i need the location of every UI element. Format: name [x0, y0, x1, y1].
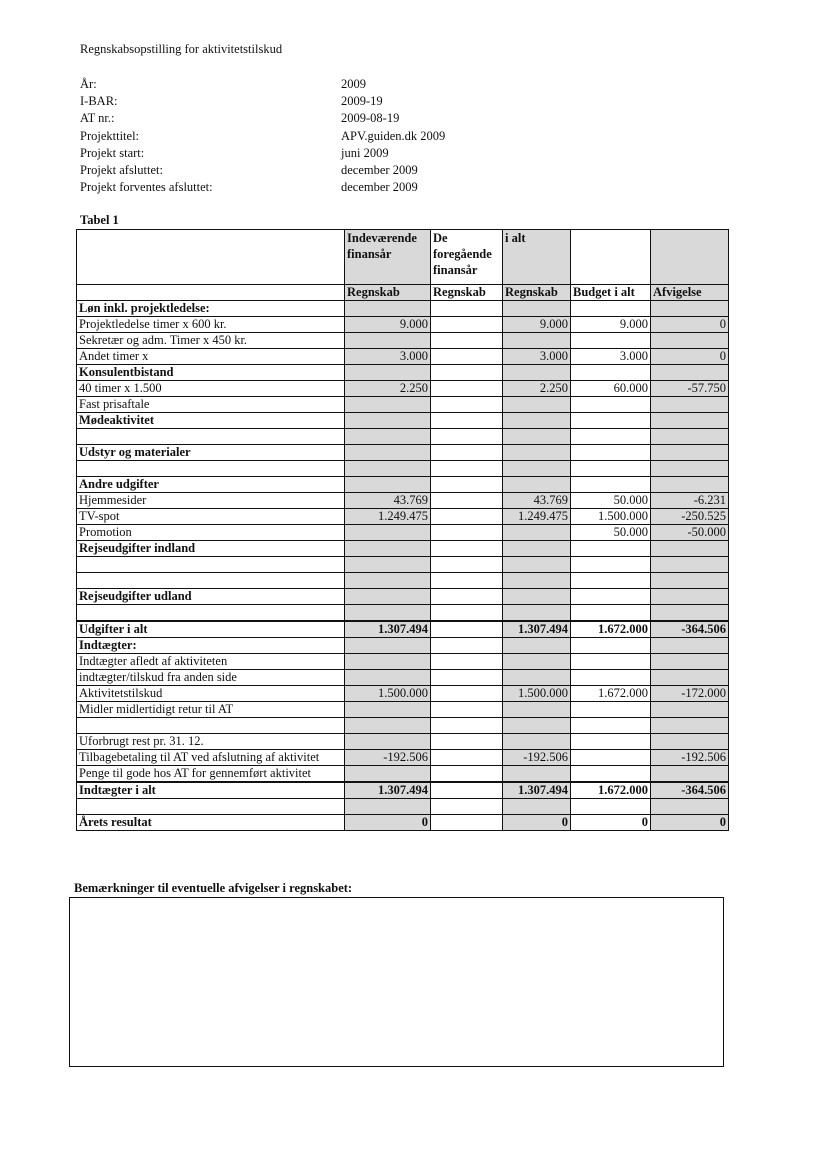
row-value — [571, 799, 651, 815]
meta-row — [80, 145, 445, 162]
meta-value: december 2009 — [341, 180, 418, 195]
row-value — [431, 397, 503, 413]
header-blank — [77, 230, 345, 285]
table-row — [77, 686, 729, 702]
row-value: 1.307.494 — [345, 782, 431, 799]
row-value — [571, 333, 651, 349]
row-value — [651, 461, 729, 477]
row-value — [503, 573, 571, 589]
row-label — [77, 718, 345, 734]
row-value — [345, 766, 431, 783]
row-value — [651, 605, 729, 622]
row-value — [345, 670, 431, 686]
row-value — [431, 493, 503, 509]
row-value — [571, 750, 651, 766]
row-value — [571, 445, 651, 461]
row-value: 43.769 — [345, 493, 431, 509]
row-value — [651, 365, 729, 381]
row-label: Tilbagebetaling til AT ved afslutning af aktivitet — [77, 750, 345, 766]
row-value: 50.000 — [571, 525, 651, 541]
row-value — [345, 799, 431, 815]
row-value — [431, 429, 503, 445]
row-label: Aktivitetstilskud — [77, 686, 345, 702]
row-value — [431, 750, 503, 766]
subheader-cell: Budget i alt — [571, 285, 651, 301]
row-label: Rejseudgifter udland — [77, 589, 345, 605]
row-value — [651, 734, 729, 750]
row-value — [431, 349, 503, 365]
row-label: Hjemmesider — [77, 493, 345, 509]
row-value — [431, 413, 503, 429]
row-value: 1.307.494 — [503, 621, 571, 638]
row-value — [431, 702, 503, 718]
table-row — [77, 654, 729, 670]
table-row — [77, 461, 729, 477]
table-row — [77, 750, 729, 766]
meta-value: juni 2009 — [341, 145, 389, 160]
row-value — [503, 605, 571, 622]
row-value: 0 — [651, 317, 729, 333]
row-label: Løn inkl. projektledelse: — [77, 301, 345, 317]
row-value: 60.000 — [571, 381, 651, 397]
row-value: 1.249.475 — [345, 509, 431, 525]
table-row — [77, 799, 729, 815]
row-value — [571, 670, 651, 686]
meta-row — [80, 162, 445, 179]
row-value — [431, 638, 503, 654]
meta-label: AT nr.: — [80, 111, 115, 126]
row-value: -172.000 — [651, 686, 729, 702]
row-value: -192.506 — [651, 750, 729, 766]
row-label: Konsulentbistand — [77, 365, 345, 381]
row-value — [345, 333, 431, 349]
row-value — [651, 654, 729, 670]
row-value — [431, 333, 503, 349]
row-label: Indtægter afledt af aktiviteten — [77, 654, 345, 670]
row-value — [431, 525, 503, 541]
meta-value: APV.guiden.dk 2009 — [341, 128, 446, 143]
row-value — [431, 734, 503, 750]
row-value — [431, 799, 503, 815]
table-row — [77, 509, 729, 525]
row-value — [503, 766, 571, 783]
row-value — [431, 509, 503, 525]
row-label: Årets resultat — [77, 815, 345, 831]
subheader-cell: Afvigelse — [651, 285, 729, 301]
header-current-year: Indeværende finansår — [345, 230, 431, 285]
row-value — [503, 461, 571, 477]
row-value — [345, 589, 431, 605]
row-value — [503, 413, 571, 429]
row-value: 3.000 — [571, 349, 651, 365]
row-value — [431, 654, 503, 670]
row-label: Udstyr og materialer — [77, 445, 345, 461]
row-value: 2.250 — [503, 381, 571, 397]
row-value: 9.000 — [345, 317, 431, 333]
table-row — [77, 541, 729, 557]
row-value: -192.506 — [345, 750, 431, 766]
row-value — [431, 718, 503, 734]
table-row — [77, 397, 729, 413]
row-value — [571, 301, 651, 317]
meta-label: År: — [80, 77, 97, 91]
row-value — [431, 541, 503, 557]
row-value — [503, 638, 571, 654]
subheader-blank — [77, 285, 345, 301]
remarks-box[interactable] — [69, 897, 724, 1067]
row-label: 40 timer x 1.500 — [77, 381, 345, 397]
row-value — [345, 525, 431, 541]
table-row — [77, 333, 729, 349]
header-row — [77, 230, 729, 285]
table-row — [77, 413, 729, 429]
row-label: Promotion — [77, 525, 345, 541]
row-value — [571, 413, 651, 429]
row-value — [503, 654, 571, 670]
table-row — [77, 670, 729, 686]
row-value: 1.500.000 — [571, 509, 651, 525]
row-value — [431, 557, 503, 573]
table-row — [77, 525, 729, 541]
row-value — [651, 541, 729, 557]
table-row — [77, 638, 729, 654]
header-deviation — [651, 230, 729, 285]
row-value — [503, 718, 571, 734]
row-label: Uforbrugt rest pr. 31. 12. — [77, 734, 345, 750]
meta-value: 2009 — [341, 77, 366, 91]
row-value: -57.750 — [651, 381, 729, 397]
table-row — [77, 702, 729, 718]
row-value — [503, 365, 571, 381]
table-row — [77, 815, 729, 831]
row-value: 1.500.000 — [345, 686, 431, 702]
row-value — [503, 557, 571, 573]
row-value — [571, 589, 651, 605]
table-row — [77, 445, 729, 461]
row-value: 43.769 — [503, 493, 571, 509]
row-value — [503, 397, 571, 413]
row-value: 0 — [503, 815, 571, 831]
row-value — [503, 799, 571, 815]
row-value — [651, 670, 729, 686]
row-value — [651, 718, 729, 734]
row-label — [77, 429, 345, 445]
row-value: 2.250 — [345, 381, 431, 397]
row-value: 50.000 — [571, 493, 651, 509]
row-value: 9.000 — [503, 317, 571, 333]
row-value — [431, 605, 503, 622]
meta-value: 2009-19 — [341, 94, 383, 109]
row-value — [503, 541, 571, 557]
table-row — [77, 573, 729, 589]
row-value: 1.307.494 — [503, 782, 571, 799]
header-previous-years: De foregående finansår — [431, 230, 503, 285]
row-value — [503, 477, 571, 493]
row-value: 0 — [345, 815, 431, 831]
row-value — [431, 365, 503, 381]
row-label: Penge til gode hos AT for gennemført aktivitet — [77, 766, 345, 783]
row-value: 3.000 — [503, 349, 571, 365]
row-value — [571, 397, 651, 413]
row-label: Mødeaktivitet — [77, 413, 345, 429]
row-value: 1.249.475 — [503, 509, 571, 525]
subheader-row — [77, 285, 729, 301]
row-label: TV-spot — [77, 509, 345, 525]
row-value — [431, 381, 503, 397]
meta-label: Projekt forventes afsluttet: — [80, 180, 213, 195]
row-value — [431, 573, 503, 589]
row-label: Andre udgifter — [77, 477, 345, 493]
subheader-cell: Regnskab — [431, 285, 503, 301]
row-value — [651, 702, 729, 718]
row-label: Indtægter i alt — [77, 782, 345, 799]
row-value — [571, 365, 651, 381]
row-value — [571, 766, 651, 783]
row-label: Andet timer x — [77, 349, 345, 365]
row-value: -364.506 — [651, 782, 729, 799]
row-value — [345, 734, 431, 750]
row-value — [503, 301, 571, 317]
accounts-table — [76, 229, 729, 831]
row-value: 0 — [651, 815, 729, 831]
row-value — [345, 718, 431, 734]
row-value: 1.672.000 — [571, 621, 651, 638]
row-label: Indtægter: — [77, 638, 345, 654]
row-value — [571, 573, 651, 589]
row-value — [345, 445, 431, 461]
row-value — [431, 317, 503, 333]
row-value — [571, 654, 651, 670]
row-value — [571, 557, 651, 573]
row-value — [345, 654, 431, 670]
meta-value: december 2009 — [341, 163, 418, 178]
row-value — [571, 477, 651, 493]
row-value — [345, 477, 431, 493]
meta-label: Projekttitel: — [80, 128, 140, 143]
row-value — [571, 541, 651, 557]
row-value — [345, 429, 431, 445]
meta-row — [80, 179, 445, 196]
row-label — [77, 461, 345, 477]
document-title: Regnskabsopstilling for aktivitetstilskud — [80, 42, 283, 56]
table-row — [77, 429, 729, 445]
row-value — [651, 301, 729, 317]
row-value — [503, 445, 571, 461]
row-label — [77, 799, 345, 815]
row-value — [345, 638, 431, 654]
row-value — [431, 445, 503, 461]
row-label: Udgifter i alt — [77, 621, 345, 638]
row-value — [345, 557, 431, 573]
row-value — [651, 573, 729, 589]
row-value — [571, 702, 651, 718]
meta-value: 2009-08-19 — [341, 111, 400, 126]
row-value — [651, 638, 729, 654]
row-value — [651, 557, 729, 573]
row-value: 1.307.494 — [345, 621, 431, 638]
row-value — [571, 718, 651, 734]
header-total: i alt — [503, 230, 571, 285]
row-value: 1.672.000 — [571, 782, 651, 799]
meta-row — [80, 93, 445, 110]
row-value: 9.000 — [571, 317, 651, 333]
table-row — [77, 349, 729, 365]
row-value — [503, 670, 571, 686]
row-value: -6.231 — [651, 493, 729, 509]
row-value — [345, 573, 431, 589]
meta-row — [80, 110, 445, 127]
row-value — [431, 670, 503, 686]
row-value — [571, 734, 651, 750]
row-label: Rejseudgifter indland — [77, 541, 345, 557]
row-value — [571, 461, 651, 477]
row-value — [651, 589, 729, 605]
row-value — [571, 429, 651, 445]
row-value: 1.500.000 — [503, 686, 571, 702]
subheader-cell: Regnskab — [345, 285, 431, 301]
meta-row — [80, 128, 445, 145]
row-value — [571, 605, 651, 622]
row-value — [431, 461, 503, 477]
row-value: -250.525 — [651, 509, 729, 525]
row-value — [651, 429, 729, 445]
table-row — [77, 782, 729, 799]
row-value — [345, 541, 431, 557]
table-row — [77, 589, 729, 605]
meta-label: Projekt start: — [80, 145, 145, 160]
row-value — [431, 815, 503, 831]
row-value — [571, 638, 651, 654]
row-value — [345, 413, 431, 429]
row-label — [77, 573, 345, 589]
project-meta — [80, 76, 445, 196]
table-row — [77, 477, 729, 493]
row-value — [345, 301, 431, 317]
row-value — [651, 445, 729, 461]
subheader-cell: Regnskab — [503, 285, 571, 301]
table-caption: Tabel 1 — [80, 213, 119, 227]
row-value — [651, 766, 729, 783]
row-value — [431, 766, 503, 783]
row-label: Projektledelse timer x 600 kr. — [77, 317, 345, 333]
row-value — [503, 333, 571, 349]
table-row — [77, 317, 729, 333]
row-label — [77, 557, 345, 573]
row-value: -192.506 — [503, 750, 571, 766]
row-value — [651, 477, 729, 493]
row-label: indtægter/tilskud fra anden side — [77, 670, 345, 686]
row-value — [345, 702, 431, 718]
table-row — [77, 301, 729, 317]
row-value — [345, 461, 431, 477]
table-row — [77, 605, 729, 622]
row-value — [431, 621, 503, 638]
row-value — [431, 589, 503, 605]
row-value — [431, 301, 503, 317]
table-row — [77, 621, 729, 638]
row-value — [503, 525, 571, 541]
table-row — [77, 381, 729, 397]
row-value — [431, 782, 503, 799]
table-row — [77, 557, 729, 573]
row-value: 0 — [651, 349, 729, 365]
row-value: 1.672.000 — [571, 686, 651, 702]
table-row — [77, 766, 729, 783]
row-value — [503, 589, 571, 605]
table-row — [77, 493, 729, 509]
row-value — [431, 477, 503, 493]
row-value: -50.000 — [651, 525, 729, 541]
row-value — [503, 734, 571, 750]
row-label: Midler midlertidigt retur til AT — [77, 702, 345, 718]
row-value — [431, 686, 503, 702]
row-label — [77, 605, 345, 622]
row-value — [345, 397, 431, 413]
meta-label: I-BAR: — [80, 94, 118, 109]
meta-row — [80, 76, 445, 93]
row-value — [345, 605, 431, 622]
row-value — [651, 397, 729, 413]
row-label: Fast prisaftale — [77, 397, 345, 413]
table-row — [77, 365, 729, 381]
row-value: -364.506 — [651, 621, 729, 638]
row-value — [503, 429, 571, 445]
table-row — [77, 734, 729, 750]
table-row — [77, 718, 729, 734]
row-value — [651, 333, 729, 349]
row-value: 0 — [571, 815, 651, 831]
row-value — [345, 365, 431, 381]
row-value — [651, 413, 729, 429]
meta-label: Projekt afsluttet: — [80, 163, 163, 178]
header-budget — [571, 230, 651, 285]
row-value — [651, 799, 729, 815]
remarks-label: Bemærkninger til eventuelle afvigelser i regnskabet: — [74, 881, 353, 895]
row-value — [503, 702, 571, 718]
row-label: Sekretær og adm. Timer x 450 kr. — [77, 333, 345, 349]
row-value: 3.000 — [345, 349, 431, 365]
